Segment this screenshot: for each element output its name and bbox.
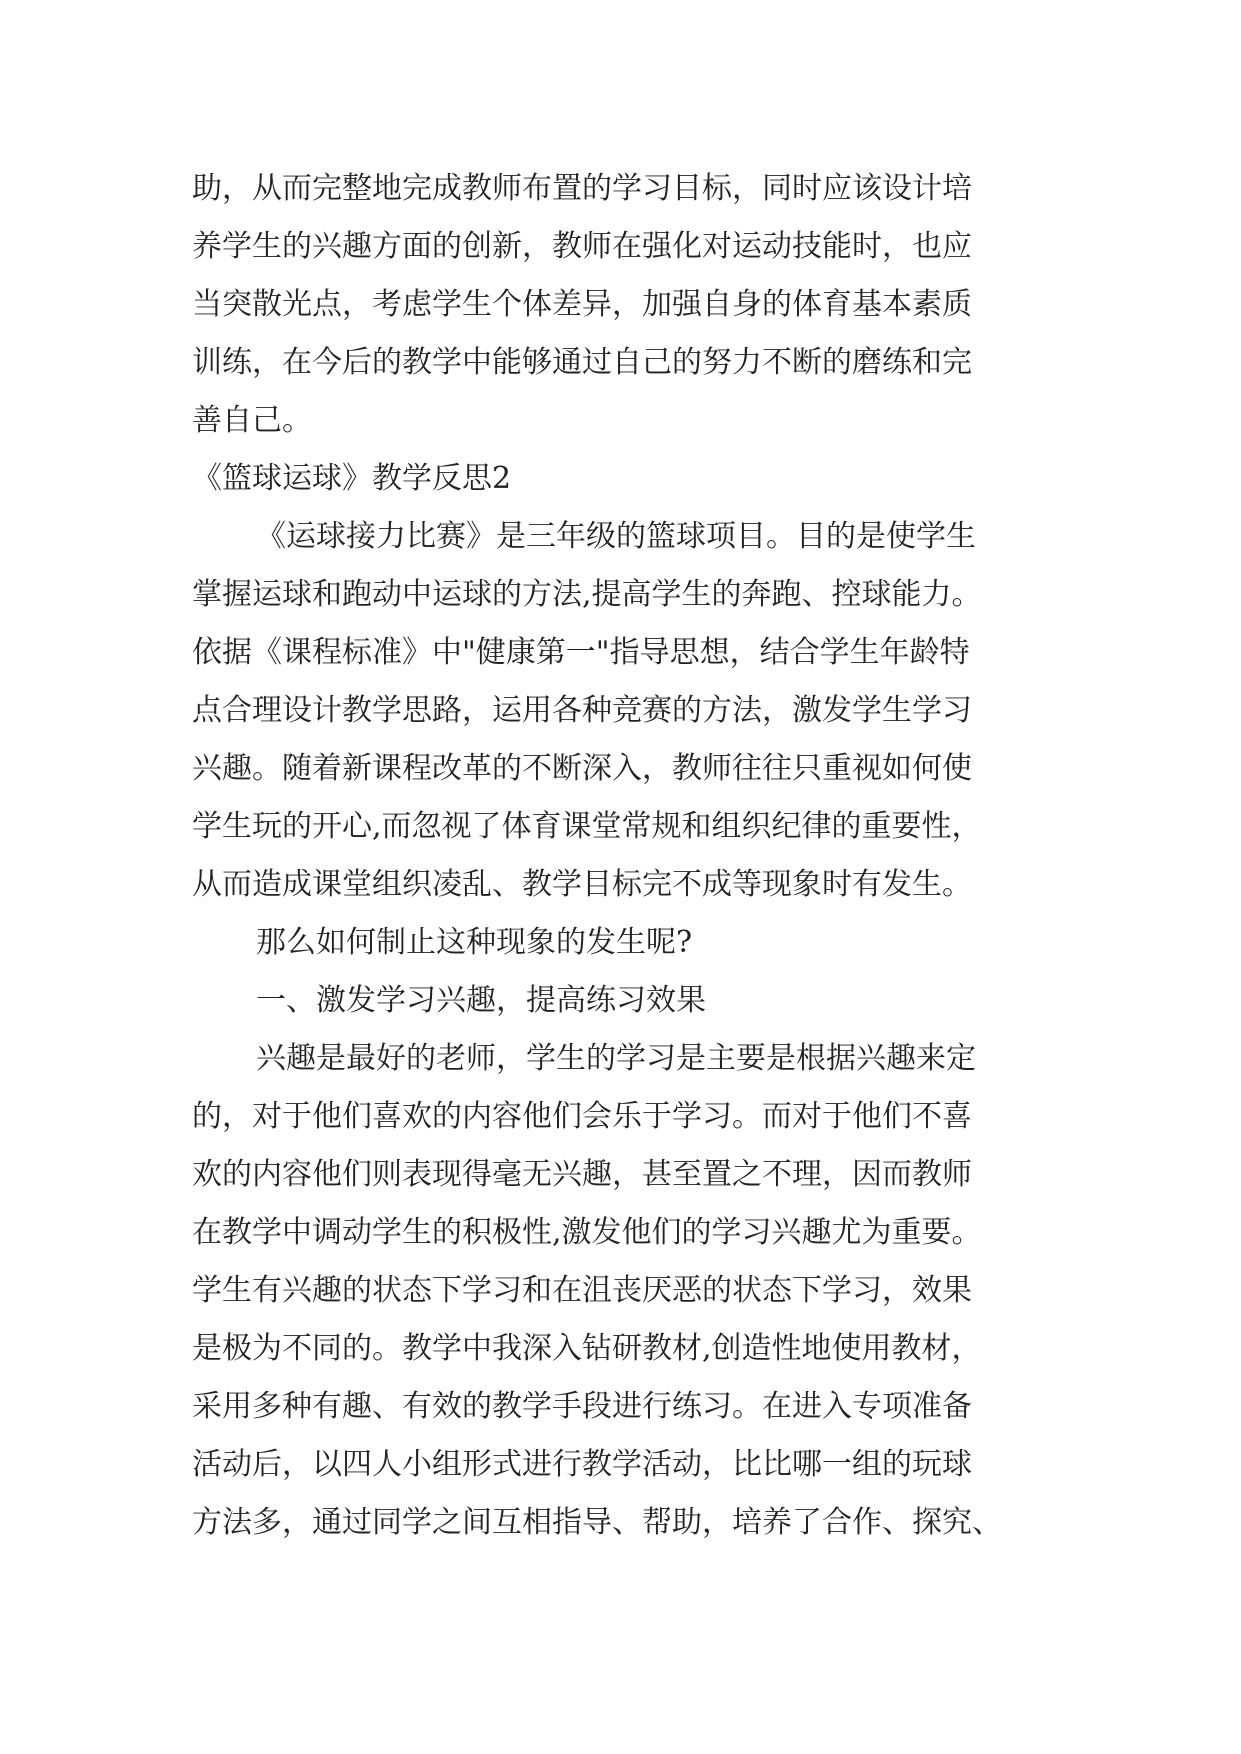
text-line: 《篮球运球》教学反思2: [192, 461, 512, 496]
text-line: 学生玩的开心,而忽视了体育课堂常规和组织纪律的重要性，: [192, 809, 982, 844]
text-line: 采用多种有趣、有效的教学手段进行练习。在进入专项准备: [192, 1389, 972, 1424]
text-line: 助，从而完整地完成教师布置的学习目标，同时应该设计培: [192, 171, 972, 206]
text-line: 从而造成课堂组织凌乱、教学目标完不成等现象时有发生。: [192, 867, 972, 902]
text-line: 的，对于他们喜欢的内容他们会乐于学习。而对于他们不喜: [192, 1099, 972, 1134]
body-text: [192, 160, 1072, 1552]
text-line: 那么如何制止这种现象的发生呢?: [256, 925, 693, 960]
text-line: 兴趣。随着新课程改革的不断深入，教师往往只重视如何使: [192, 751, 972, 786]
text-line: 活动后，以四人小组形式进行教学活动，比比哪一组的玩球: [192, 1447, 972, 1482]
text-line: 方法多，通过同学之间互相指导、帮助，培养了合作、探究、: [192, 1505, 1002, 1540]
text-line: 善自己。: [192, 403, 312, 438]
text-line: 学生有兴趣的状态下学习和在沮丧厌恶的状态下学习，效果: [192, 1273, 972, 1308]
text-line: 掌握运球和跑动中运球的方法,提高学生的奔跑、控球能力。: [192, 577, 982, 612]
text-line: 《运球接力比赛》是三年级的篮球项目。目的是使学生: [256, 519, 976, 554]
text-line: 当突散光点，考虑学生个体差异，加强自身的体育基本素质: [192, 287, 972, 322]
text-line: 训练，在今后的教学中能够通过自己的努力不断的磨练和完: [192, 345, 972, 380]
text-line: 在教学中调动学生的积极性,激发他们的学习兴趣尤为重要。: [192, 1215, 982, 1250]
text-line: 点合理设计教学思路，运用各种竞赛的方法，激发学生学习: [192, 693, 972, 728]
text-line: 依据《课程标准》中"健康第一"指导思想，结合学生年龄特: [192, 635, 970, 670]
text-line: 养学生的兴趣方面的创新，教师在强化对运动技能时，也应: [192, 229, 972, 264]
text-line: 兴趣是最好的老师，学生的学习是主要是根据兴趣来定: [256, 1041, 976, 1076]
text-line: 欢的内容他们则表现得毫无兴趣，甚至置之不理，因而教师: [192, 1157, 972, 1192]
text-line: 是极为不同的。教学中我深入钻研教材,创造性地使用教材，: [192, 1331, 982, 1366]
text-line: 一、激发学习兴趣，提高练习效果: [256, 983, 706, 1018]
